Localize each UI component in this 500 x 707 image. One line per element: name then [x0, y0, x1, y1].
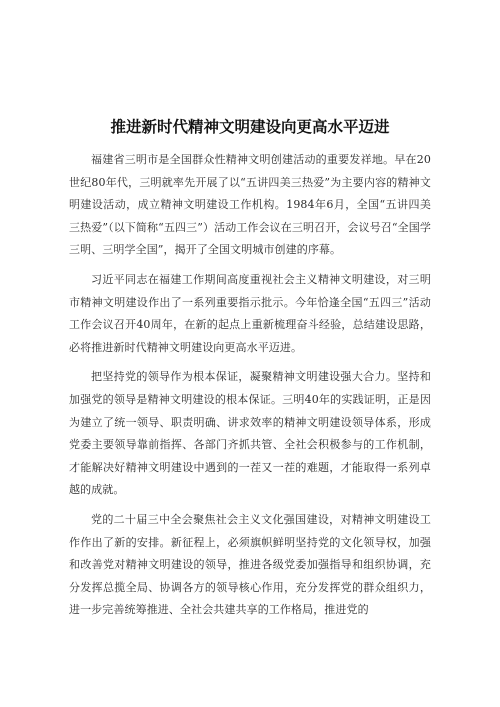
body-paragraph: 福建省三明市是全国群众性精神文明创建活动的重要发祥地。早在20世纪80年代，三明就率先开展了以“五讲四美三热爱”为主要内容的精神文明建设活动，成立精神文明建设工作机构。1984年6月，全国“五讲四美三热爱”（以下简称“五四三”）活动工作会议在三明召开，会议号召“全国学三明、三明学全国”，揭开了全国文明城市创建的序幕。: [69, 153, 431, 257]
body-paragraph: 党的二十届三中全会聚焦社会主义文化强国建设，对精神文明建设工作作出了新的安排。新征程上，必须旗帜鲜明坚持党的文化领导权，加强和改善党对精神文明建设的领导，推进各级党委加强指导和组织协调，充分发挥总揽全局、协调各方的领导核心作用，充分发挥党的群众组织力，进一步完善统筹推进、全社会共建共享的工作格局，推进党的: [69, 512, 431, 617]
document-body: [69, 149, 431, 622]
document-title: 推进新时代精神文明建设向更高水平迈进: [110, 118, 390, 136]
body-paragraph: 习近平同志在福建工作期间高度重视社会主义精神文明建设，对三明市精神文明建设作出了一系列重要指示批示。今年恰逢全国“五四三”活动工作会议召开40周年，在新的起点上重新梳理奋斗经验，总结建设思路，必将推进新时代精神文明建设向更高水平迈进。: [69, 272, 431, 354]
body-paragraph: 把坚持党的领导作为根本保证，凝聚精神文明建设强大合力。坚持和加强党的领导是精神文明建设的根本保证。三明40年的实践证明，正是因为建立了统一领导、职责明确、讲求效率的精神文明建设领导体系，形成党委主要领导靠前指挥、各部门齐抓共管、全社会积极参与的工作机制，才能解决好精神文明建设中遇到的一茬又一茬的难题，才能取得一系列卓越的成就。: [69, 370, 431, 497]
